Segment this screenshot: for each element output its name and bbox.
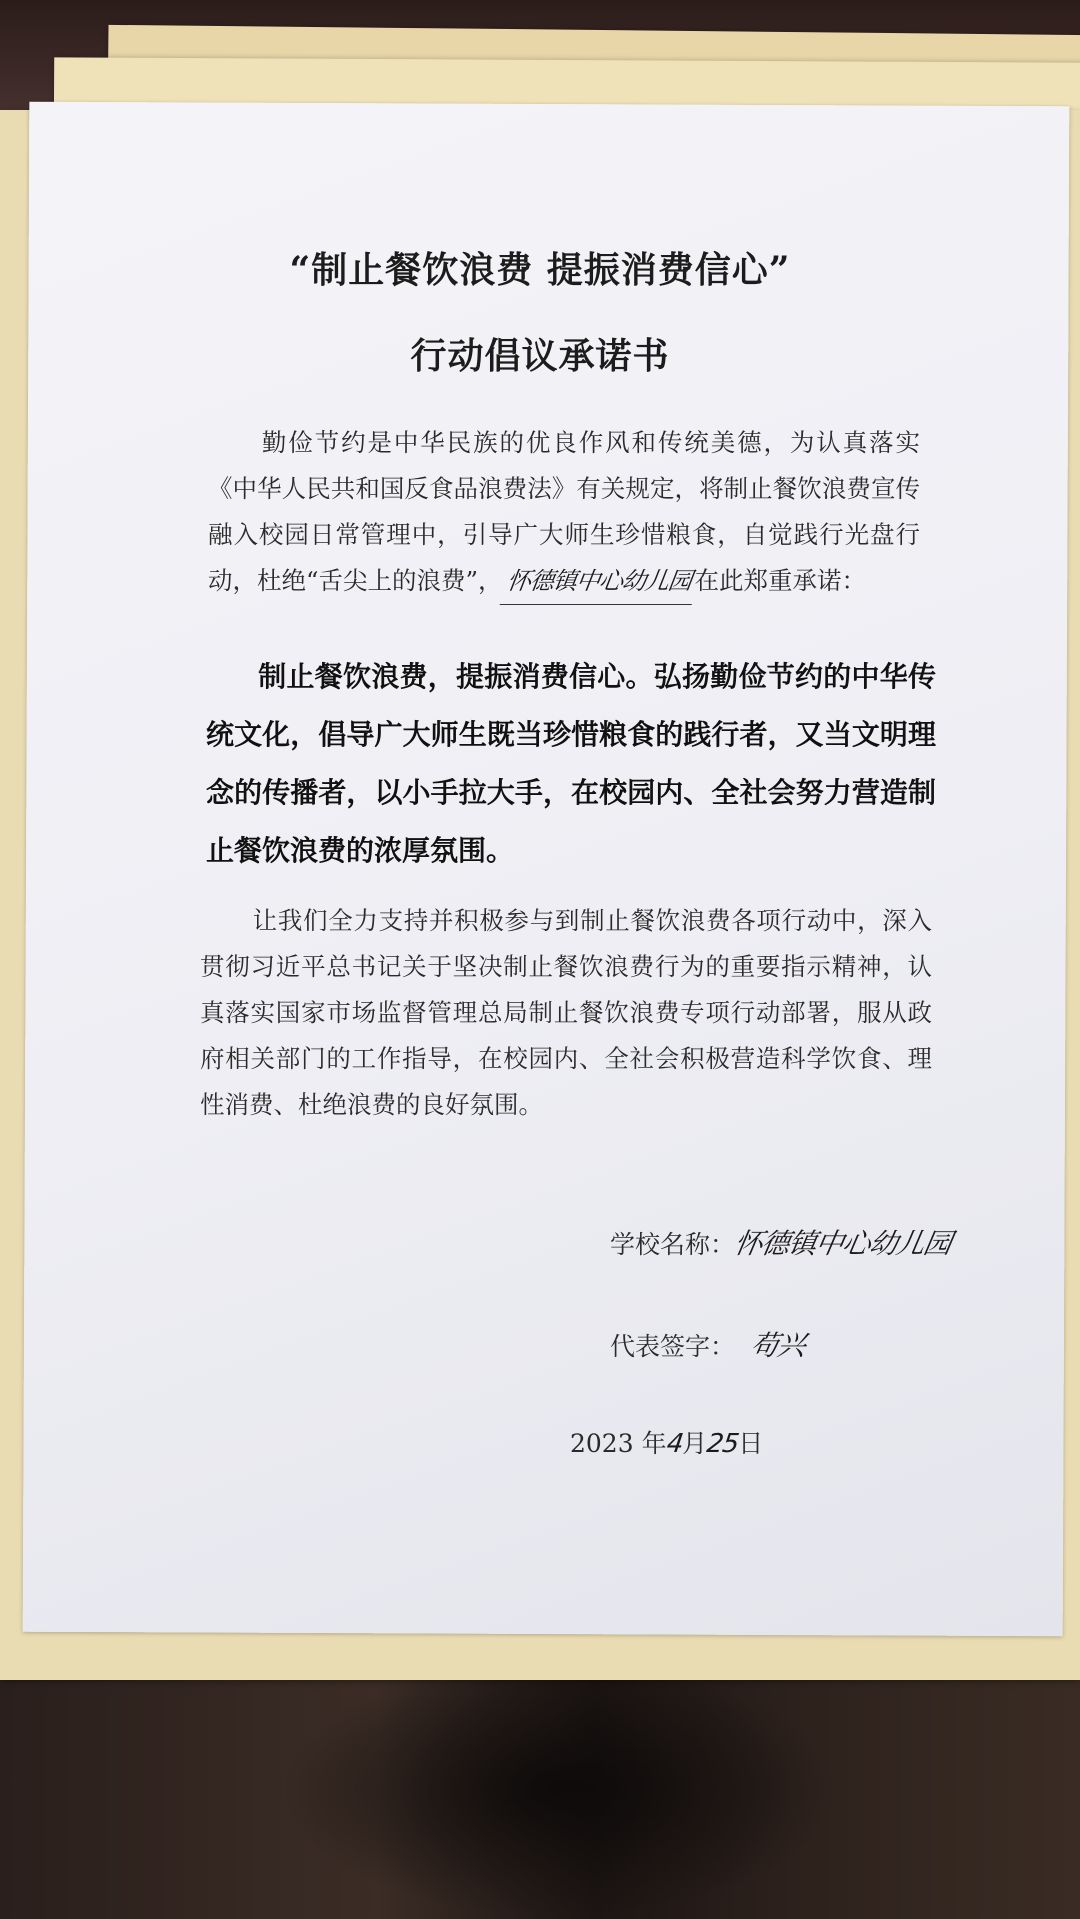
intro-paragraph <box>208 420 920 605</box>
handwritten-day: 25 <box>705 1429 741 1459</box>
signature-label: 代表签字： <box>610 1332 736 1361</box>
date-row <box>570 1424 763 1460</box>
date-month-unit: 月 <box>682 1429 708 1458</box>
date-day-unit: 日 <box>738 1429 764 1458</box>
floor-shadow <box>280 1660 840 1919</box>
commitment-paragraph <box>206 648 936 880</box>
handwritten-school-name: 怀德镇中心幼儿园 <box>499 558 698 605</box>
handwritten-signature: 苟兴 <box>747 1329 808 1362</box>
closing-paragraph <box>200 898 932 1128</box>
intro-tail: 在此郑重承诺： <box>694 566 867 595</box>
school-name-label: 学校名称： <box>610 1230 736 1259</box>
handwritten-school-value: 怀德镇中心幼儿园 <box>731 1227 954 1260</box>
document-subtitle: 行动倡议承诺书 <box>410 335 670 377</box>
signature-row <box>610 1324 808 1364</box>
school-name-row <box>610 1222 954 1262</box>
handwritten-month: 4 <box>664 1429 685 1459</box>
document-title: “制止餐饮浪费 提振消费信心” <box>289 249 791 291</box>
date-year: 2023 年 <box>570 1429 667 1458</box>
intro-text: 勤俭节约是中华民族的优良作风和传统美德，为认真落实《中华人民共和国反食品浪费法》有关规定，将制止餐饮浪费宣传融入校园日常管理中，引导广大师生珍惜粮食，自觉践行光盘行动，杜绝“舌尖上的浪费”， <box>208 428 920 595</box>
commitment-text: 制止餐饮浪费，提振消费信心。弘扬勤俭节约的中华传统文化，倡导广大师生既当珍惜粮食的践行者，又当文明理念的传播者，以小手拉大手，在校园内、全社会努力营造制止餐饮浪费的浓厚氛围。 <box>206 660 936 867</box>
closing-text: 让我们全力支持并积极参与到制止餐饮浪费各项行动中，深入贯彻习近平总书记关于坚决制止餐饮浪费行为的重要指示精神，认真落实国家市场监督管理总局制止餐饮浪费专项行动部署，服从政府相关部门的工作指导，在校园内、全社会积极营造科学饮食、理性消费、杜绝浪费的良好氛围。 <box>200 906 932 1119</box>
